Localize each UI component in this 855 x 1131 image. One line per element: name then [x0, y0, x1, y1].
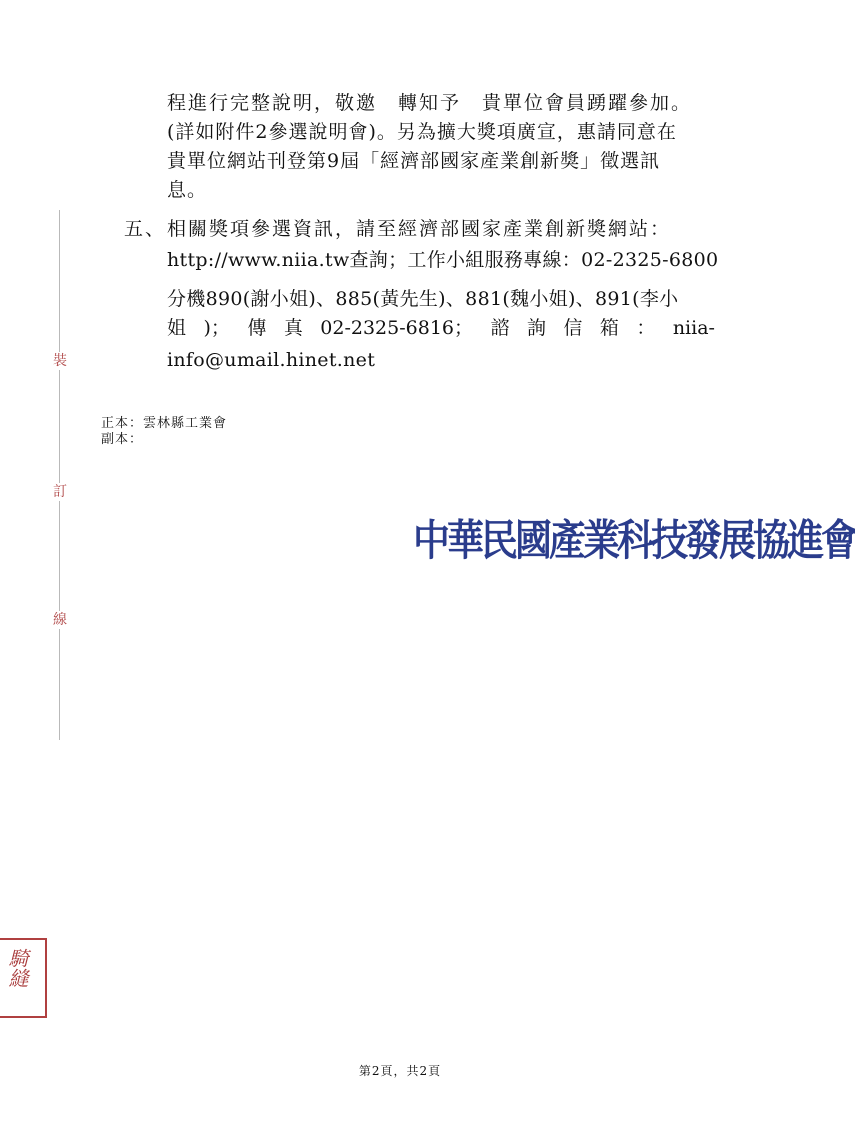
binding-line [59, 210, 60, 740]
page-indicator: 第2頁，共2頁 [358, 1064, 442, 1078]
section5-line1: 相關獎項參選資訊，請至經濟部國家產業創新獎網站： [167, 218, 672, 240]
copy-recipient: 副本： [101, 432, 144, 447]
line4-part: 詢 [526, 317, 546, 339]
section5-line5-email: info@umail.hinet.net [167, 349, 376, 371]
line4-part: 諮 [490, 317, 510, 339]
seam-seal [0, 938, 47, 1018]
email-start: niia- [672, 317, 715, 339]
section4-line3: 貴單位網站刊登第9屆「經濟部國家產業創新獎」徵選訊 [167, 150, 661, 172]
fax-number: 02-2325-6816； [320, 317, 474, 339]
primary-recipient: 正本：雲林縣工業會 [101, 416, 228, 431]
organization-stamp: 中華民國產業科技發展協進會 [413, 515, 855, 566]
section5-line3-extensions: 分機890(謝小姐)、885(黃先生)、881(魏小姐)、891(李小 [167, 288, 679, 310]
section4-line1: 程進行完整說明，敬邀 轉知予 貴單位會員踴躍參加。 [167, 92, 693, 114]
binding-mark-zhuang: 裝 [53, 353, 67, 369]
line4-part: 箱 [599, 317, 619, 339]
section4-line4: 息。 [167, 179, 208, 201]
line4-part: 真 [283, 317, 303, 339]
section5-line2-website-hotline: http://www.niia.tw查詢；工作小組服務專線：02-2325-6800 [167, 249, 719, 271]
line4-part: 傳 [247, 317, 267, 339]
line4-part: ： [636, 317, 656, 339]
section5-line4-fax-email [167, 313, 715, 343]
line4-part: )； [203, 317, 230, 339]
section5-number: 五、 [124, 218, 167, 240]
section4-line2: (詳如附件2參選說明會)。另為擴大獎項廣宣，惠請同意在 [167, 121, 677, 143]
binding-mark-ding: 訂 [53, 484, 67, 500]
seam-seal-text: 騎縫 [5, 948, 29, 988]
line4-part: 信 [563, 317, 583, 339]
line4-part: 姐 [167, 317, 187, 339]
binding-mark-xian: 線 [53, 612, 67, 628]
